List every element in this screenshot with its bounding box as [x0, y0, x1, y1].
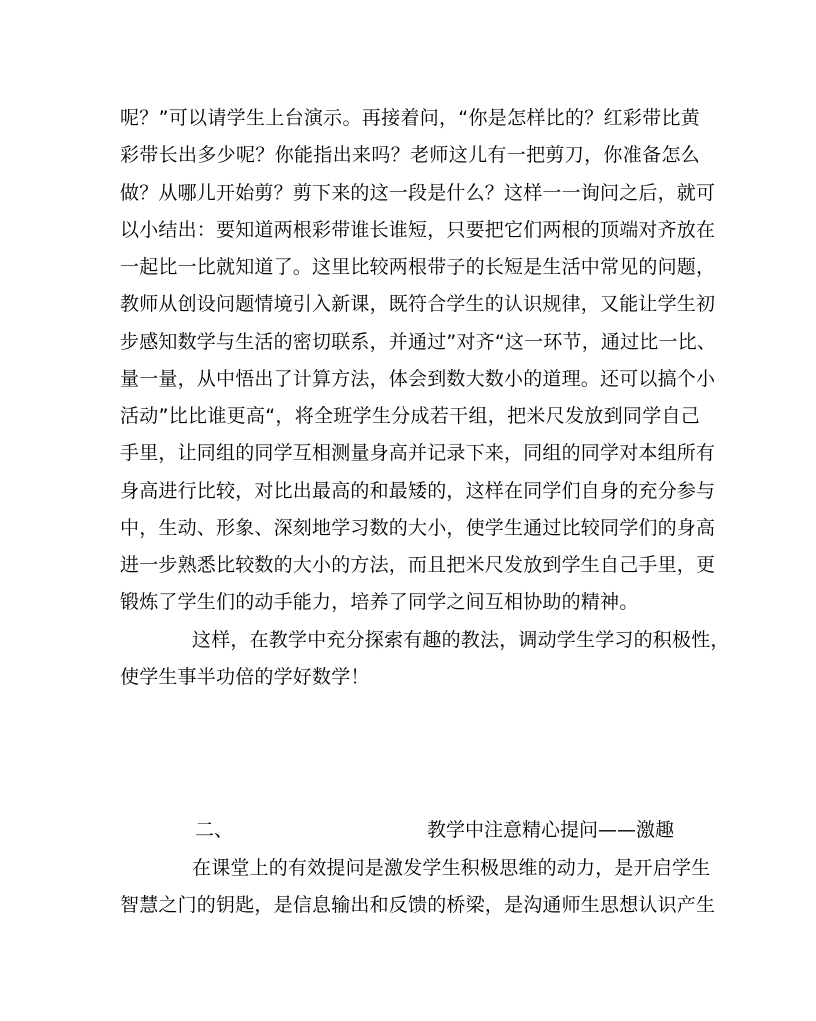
section-heading-number: 二、	[195, 819, 234, 841]
paragraph1-line-11: 身高进行比较，对比出最高的和最矮的，这样在同学们自身的充分参与	[120, 480, 716, 502]
paragraph1-line-9: 活动”比比谁更高“，将全班学生分成若干组，把米尺发放到同学自己	[120, 405, 700, 427]
paragraph1-line-2: 彩带长出多少呢？你能指出来吗？老师这儿有一把剪刀，你准备怎么	[120, 144, 700, 166]
paragraph1-line-14: 锻炼了学生们的动手能力，培养了同学之间互相协助的精神。	[120, 591, 639, 613]
paragraph1-line-13: 进一步熟悉比较数的大小的方法，而且把米尺发放到学生自己手里，更	[120, 554, 716, 576]
paragraph2-line-2: 使学生事半功倍的学好数学！	[120, 666, 370, 688]
paragraph1-line-1: 呢？”可以请学生上台演示。再接着问，“你是怎样比的？红彩带比黄	[120, 107, 700, 129]
paragraph1-line-12: 中，生动、形象、深刻地学习数的大小，使学生通过比较同学们的身高	[120, 517, 716, 539]
paragraph1-line-10: 手里，让同组的同学互相测量身高并记录下来，同组的同学对本组所有	[120, 442, 716, 464]
paragraph1-line-7: 步感知数学与生活的密切联系，并通过”对齐“这一环节，通过比一比、	[120, 331, 717, 353]
paragraph1-line-6: 教师从创设问题情境引入新课，既符合学生的认识规律，又能让学生初	[120, 293, 716, 315]
paragraph2-line-1: 这样，在教学中充分探索有趣的教法，调动学生学习的积极性，	[192, 629, 730, 651]
paragraph1-line-5: 一起比一比就知道了。这里比较两根带子的长短是生活中常见的问题，	[120, 256, 716, 278]
paragraph3-line-1: 在课堂上的有效提问是激发学生积极思维的动力，是开启学生	[192, 857, 711, 879]
paragraph3-line-2: 智慧之门的钥匙，是信息输出和反馈的桥梁，是沟通师生思想认识产生	[120, 894, 716, 916]
paragraph1-line-3: 做？从哪儿开始剪？剪下来的这一段是什么？这样一一询问之后，就可	[120, 182, 716, 204]
paragraph1-line-8: 量一量，从中悟出了计算方法，体会到数大数小的道理。还可以搞个小	[120, 368, 716, 390]
section-heading-title: 教学中注意精心提问——激趣	[427, 819, 675, 841]
paragraph1-line-4: 以小结出：要知道两根彩带谁长谁短，只要把它们两根的顶端对齐放在	[120, 219, 716, 241]
